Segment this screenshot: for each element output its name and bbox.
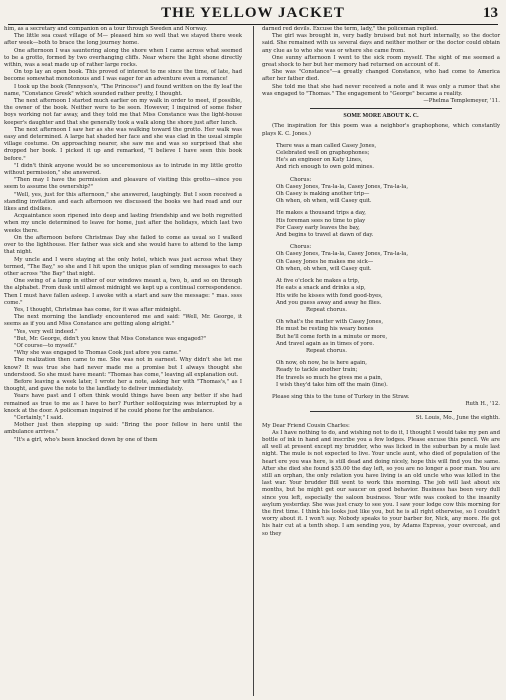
paragraph: On the afternoon before Christmas Day she failed to come as usual so I walked over to the lighthouse. Her father was sick and she would have to attend to the lamp that night. — [4, 234, 242, 256]
letter-salutation: My Dear Friend Cousin Charles: — [262, 422, 350, 429]
poem-line: But he'll come forth in a minute or more, — [276, 333, 388, 340]
paragraph: She told me that she had never received a note and it was only a rumor that she was engaged to "Thomas." The engagement to "George" became a reality. — [262, 83, 500, 97]
section-divider — [310, 108, 453, 109]
poem — [262, 138, 500, 394]
poem-closing: Please sing this to the tune of Turkey in the Straw. — [272, 393, 410, 400]
paragraph: Yes, I thought, Christmas has come, for it was after midnight. — [14, 306, 182, 313]
paragraph: "Certainly," I said. — [14, 414, 64, 421]
poem-line: He makes a thousand trips a day, — [276, 210, 367, 217]
poem-line: Oh Casey Jones he makes me sick— — [276, 258, 374, 265]
poem-line: Oh when, oh when, will Casey quit. — [276, 198, 372, 205]
column-divider — [253, 26, 254, 696]
paragraph: One swing of a lamp in either of our windows meant a, two, b, and so on through the alphabet. From dusk until almost midnight we kept up a continual correspondence. Then I must have fallen asleep. I awoke with a start and saw the message: " mas. ssss come." — [4, 278, 242, 306]
paragraph: Acquaintance soon ripened into deep and lasting friendship and we both regretted when my uncle determined to leave for home, just after the holidays, which last two weeks there. — [4, 213, 242, 234]
chorus-label: Chorus: — [290, 176, 312, 183]
poem-line: At five o'clock he makes a trip, — [276, 278, 360, 285]
left-column — [4, 26, 242, 444]
paragraph: "I didn't think anyone would be so unceremonious as to intrude in my little grotto without permission," she answered. — [4, 162, 242, 177]
section-divider — [310, 411, 453, 412]
page-header — [8, 4, 498, 25]
repeat-chorus: Repeat chorus. — [306, 347, 347, 354]
poem-line: Oh now, oh now, he is here again, — [276, 360, 367, 367]
poem-line: Celebrated well on graphophones; — [276, 150, 370, 157]
poem-line: Oh Casey Jones, Tra-la-la, Casey Jones, Tra-la-la, — [276, 251, 409, 258]
poem-line: And begins to travel at dawn of day. — [276, 232, 374, 239]
poem-line: Oh what's the matter with Casey Jones, — [276, 319, 384, 326]
poem-line: Oh Casey Jones, Tra-la-la, Casey Jones, Tra-la-la, — [276, 183, 409, 190]
letter-body: As I have nothing to do, and wishing not to do it, I thought I would take my pen and bottle of ink in hand and inscribe you a few lodges. Please excuse this pencil. We are all well at present except my brudder, who was licked in the suburban by a mule last night. The mule is not expected to live. Your uncle aunt, who died of population of the heart ere you was here, is still dead and doing nicely, hope this will find you the same. After she died she found $35.00 the day left, so you are no longer a poor man. You are still an orphan, the only relation you have living is an old uncle who was killed in the last war. Your brudder Bill went to work this morning. The job will last about six months, but he might get our saucer on good behavior. Business has been very dull since you left, especially the saloon business. Your wife was cooked to the insanity asylum yesterday. She was just crazy to see you. I saw your lodge cow this morning for the first time. I think his looks just like you, but he is all right otherwise, so I couldn't worry about it. I won't say. Nobody speaks to your barber for, Nick, any more. He got his hair cut at a tenth shop. I am sending you, by Adams Express, your overcoat, and so they — [262, 429, 500, 537]
poem-line: And travel again as in times of yore. — [276, 340, 375, 347]
poem-line: I wish they'd take him off the main (line). — [276, 381, 388, 388]
poem-line: He travels so much he gives me a pain, — [276, 374, 383, 381]
publication-title: THE YELLOW JACKET — [161, 5, 345, 21]
poem-line: Oh Casey is making another trip— — [276, 191, 370, 198]
poem-line: He must be resting his weary bones — [276, 326, 374, 333]
poem-title: SOME MORE ABOUT K. C. — [343, 113, 419, 120]
paragraph: My uncle and I were staying at the only hotel, which was just across what they termed, "The Bay," so she and I hit upon the unique plan of sending messages to each other across "the Bay" that night. — [4, 256, 242, 277]
paragraph: The next afternoon I saw her as she was walking toward the grotto. Her walk was easy and determined. A large hat shaded her face and she was clad in the usual simple village costume. On approaching nearer, she saw me and was so surprised that she dropped her book. I picked it up and remarked, "I believe I have seen this book before." — [4, 126, 242, 162]
paragraph: One sunny afternoon I went to the sick room myself. The sight of me seemed a great shock to her but her memory had returned on account of it. — [262, 54, 500, 69]
paragraph: I took up the book (Tennyson's, "The Princess") and found written on the fly leaf the name, "Constance Greek" which sounded rather pretty, I thought. — [4, 83, 242, 97]
poem-line: Ready to tackle another train; — [276, 367, 358, 374]
chorus-label: Chorus: — [290, 244, 312, 251]
repeat-chorus: Repeat chorus. — [306, 306, 347, 313]
paragraph: him, as a secretary and companion on a tour through Sweden and Norway. — [4, 26, 208, 32]
poem-line: He's an engineer on Katy Lines, — [276, 157, 363, 164]
poem-line: Oh when, oh when, will Casey quit. — [276, 265, 372, 272]
right-column — [262, 26, 500, 538]
poem-intro: (The inspiration for this poem was a neighbor's graphophone, which constantly plays K. C. Jones.) — [262, 123, 500, 137]
paragraph: On top lay an open book. This proved of interest to me since the time, of late, had become somewhat monotonous and I was eager for an adventure even a romance! — [4, 69, 242, 83]
letter-dateline: St. Louis, Mo., June the eighth. — [415, 415, 500, 422]
poem-line: For Casey early leaves the bay, — [276, 224, 360, 231]
poem-signature: Ruth H., '12. — [465, 401, 500, 408]
poem-line: His foreman sees no time to play — [276, 217, 366, 224]
paragraph: The realization then came to me. She was not in earnest. Why didn't she let me know? It was true she had never made me a promise but I always thought she understood. So she must have meant: "Thomas has come," leaving all explanation out. — [4, 357, 242, 378]
story-signature: —Phelma Templemeyer, '11. — [423, 98, 500, 105]
paragraph: The little sea coast village of M— pleased him so well that we stayed there week after week—both to brace the long journey home. — [4, 33, 242, 47]
paragraph: Years have past and I often think would things have been any better if she had remained as true to me as I have to her? Further soliloquizing was interrupted by a knock at the door. A policeman inquired if he could phone for the ambulance. — [4, 393, 242, 414]
paragraph: "Yes, very well indeed." — [14, 328, 78, 335]
poem-line: And you guess away and away he flies. — [276, 299, 382, 306]
paragraph: darned red devils. Excuse the term, lady," the policeman replied. — [262, 26, 438, 32]
paragraph: The girl was brought in, very badly bruised but not hurt internally, so the doctor said. She remained with us several days and neither mother or the doctor could obtain any clue as to who she was or where she came from. — [262, 33, 500, 54]
poem-line: And rich enough to own gold mines. — [276, 164, 374, 171]
poem-line: He eats a snack and drinks a sip, — [276, 285, 366, 292]
paragraph: "Why she was engaged to Thomas Cook just afore you came." — [14, 350, 182, 357]
poem-line: His wife he kisses with fond good-byes, — [276, 292, 383, 299]
paragraph: "Then may I have the permission and pleasure of visiting this grotto—since you seem to assume the ownership?" — [4, 177, 242, 191]
paragraph: "Of course—to myself." — [14, 342, 77, 349]
paragraph: The next morning the landlady encountered me and said: "Well, Mr. George, it seems as if you and Miss Constance are getting along alright." — [4, 314, 242, 328]
paragraph: "It's a girl, who's been knocked down by one of them — [14, 436, 158, 443]
paragraph: "Well, yes, just for this afternoon," she answered, laughingly. But I soon received a standing invitation and each afternoon we discussed the books we had read and our likes and dislikes. — [4, 191, 242, 213]
paragraph: "But, Mr. George, didn't you know that Miss Constance was engaged?" — [14, 335, 207, 342]
paragraph: Before leaving a week later, I wrote her a note, asking her with "Thomas's," as I thought, and gave the note to the landlady to deliver immediately. — [4, 378, 242, 393]
paragraph: Mother just then stepping up said: "Bring the poor fellow in here until the ambulance arrives." — [4, 422, 242, 436]
paragraph: She was "Constance"—a greatly changed Constance, who had come to America after her father died. — [262, 69, 500, 83]
page-number: 13 — [483, 5, 498, 21]
paragraph: The next afternoon I started much earlier on my walk in order to meet, if possible, the owner of the book. Neither were to be seen. However, I inquired of some fisher boys working not far away, and they told me that Miss Constance was the light-house keeper's daughter and that she generally took a walk along the shore just after lunch. — [4, 98, 242, 126]
poem-line: There was a man called Casey Jones, — [276, 142, 377, 149]
paragraph: One afternoon I was sauntering along the shore when I came across what seemed to be a grotto, formed by two overhanging cliffs. Near where the light shone directly within, was a seat made up of rather large rocks. — [4, 47, 242, 69]
